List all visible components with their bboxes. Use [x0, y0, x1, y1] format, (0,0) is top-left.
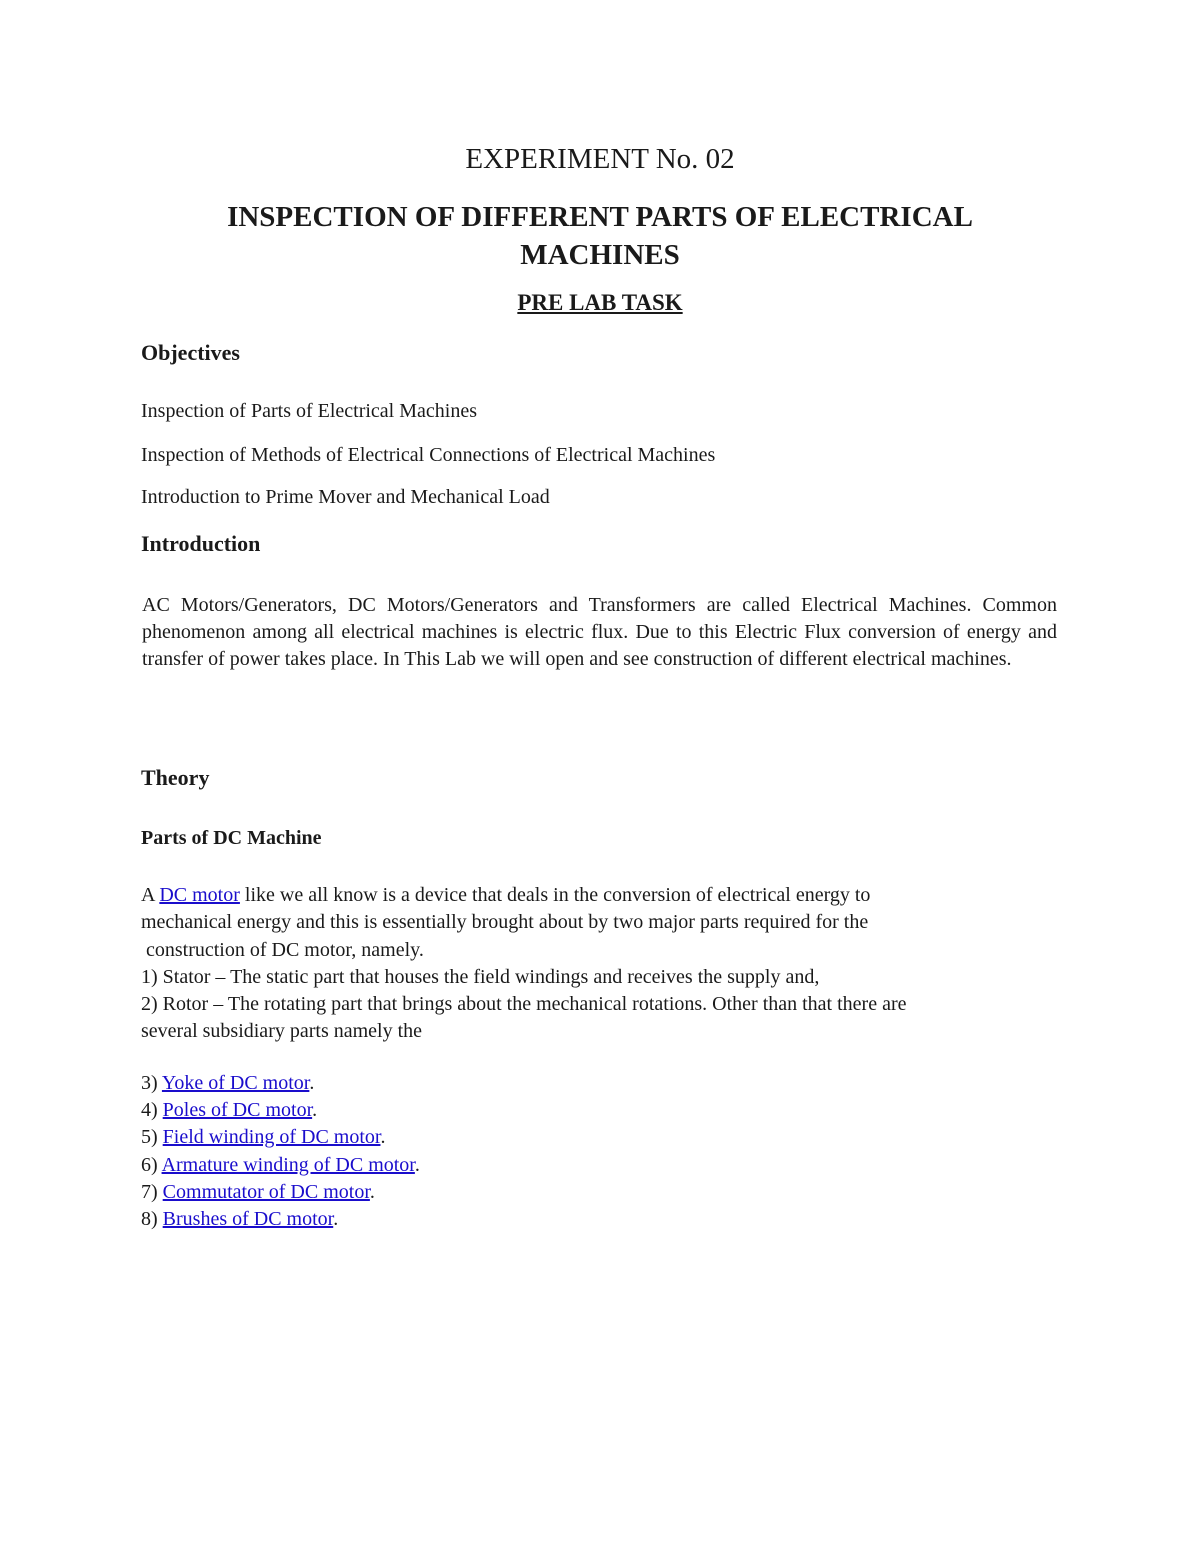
part-number: 6)	[141, 1153, 162, 1176]
armature-winding-link[interactable]: Armature winding of DC motor	[161, 1153, 415, 1176]
list-item	[141, 1124, 420, 1151]
experiment-name-line2: MACHINES	[520, 239, 680, 271]
parts-of-dc-machine-heading: Parts of DC Machine	[141, 827, 322, 849]
part-period: .	[312, 1099, 318, 1122]
part-period: .	[369, 1180, 375, 1203]
part-number: 4)	[141, 1099, 163, 1122]
dc-prefix: A	[141, 884, 160, 906]
part-period: .	[414, 1153, 420, 1176]
dc-description-line	[141, 882, 1071, 909]
pre-lab-task-heading: PRE LAB TASK	[517, 290, 683, 315]
part-number: 8)	[141, 1208, 163, 1231]
brushes-link[interactable]: Brushes of DC motor	[162, 1208, 334, 1231]
poles-link[interactable]: Poles of DC motor	[162, 1099, 313, 1122]
list-item	[141, 1152, 420, 1179]
experiment-title: EXPERIMENT No. 02	[465, 143, 735, 175]
yoke-link[interactable]: Yoke of DC motor	[161, 1072, 310, 1094]
part-period: .	[380, 1126, 386, 1149]
objectives-heading: Objectives	[141, 340, 240, 365]
dc-description-line: mechanical energy and this is essentially brought about by two major parts required for the	[141, 911, 869, 934]
dc-description-line: construction of DC motor, namely.	[141, 938, 424, 961]
objective-item: Inspection of Methods of Electrical Connections of Electrical Machines	[141, 444, 716, 466]
list-item	[141, 1070, 420, 1097]
experiment-name-line1: INSPECTION OF DIFFERENT PARTS OF ELECTRICAL	[227, 201, 973, 233]
dc-motor-link[interactable]: DC motor	[159, 884, 240, 906]
part-number: 7)	[141, 1180, 163, 1203]
part-number: 5)	[141, 1126, 163, 1149]
theory-heading: Theory	[141, 765, 210, 790]
part-period: .	[309, 1072, 315, 1094]
list-item	[141, 1206, 420, 1233]
objective-item: Inspection of Parts of Electrical Machines	[141, 400, 477, 422]
rotor-line: 2) Rotor – The rotating part that brings about the mechanical rotations. Other than that there are	[141, 993, 907, 1016]
dc-motor-description	[141, 882, 1071, 1046]
stator-line: 1) Stator – The static part that houses the field windings and receives the supply and,	[141, 965, 820, 988]
dc-description-line: several subsidiary parts namely the	[141, 1020, 423, 1043]
introduction-paragraph: AC Motors/Generators, DC Motors/Generators and Transformers are called Electrical Machines. Common phenomenon among all electrical machines is electric flux. Due to this Electric Flux conversion of energy and transfer of power takes place. In This Lab we will open and see construction of different electrical machines.	[142, 594, 1057, 670]
objective-item: Introduction to Prime Mover and Mechanical Load	[141, 486, 550, 508]
list-item	[141, 1179, 420, 1206]
dc-suffix: like we all know is a device that deals in the conversion of electrical energy to	[239, 884, 871, 906]
part-period: .	[333, 1208, 339, 1231]
list-item	[141, 1097, 420, 1124]
commutator-link[interactable]: Commutator of DC motor	[162, 1180, 370, 1203]
experiment-name	[0, 198, 1200, 274]
introduction-heading: Introduction	[141, 531, 261, 556]
dc-parts-list	[141, 1070, 420, 1233]
field-winding-link[interactable]: Field winding of DC motor	[162, 1126, 381, 1149]
part-number: 3)	[141, 1072, 162, 1094]
